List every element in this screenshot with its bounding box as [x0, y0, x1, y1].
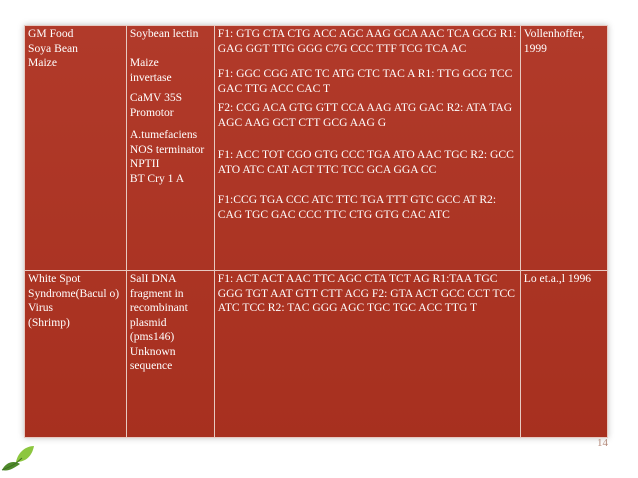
- primer-sequence: F1: ACC TOT CGO GTG CCC TGA ATO AAC TGC R2: GCC ATO ATC CAT ACT TTC TCC GCA GGA CC: [217, 148, 514, 176]
- organism-line: Soya Bean: [28, 41, 78, 55]
- organism-line: White Spot Syndrome(Bacul o) Virus: [28, 272, 120, 314]
- table-row: [25, 26, 608, 271]
- table-row: [25, 271, 608, 438]
- primer-sequence: F2: CCG ACA GTG GTT CCA AAG ATG GAC R2: ATA TAG AGC AAG GCT CTT GCG AAG G: [217, 101, 513, 129]
- primer-sequence: F1: ACT ACT AAC TTC AGC CTA TCT AG R1:TAA TGC GGG TGT AAT GTT CTT ACG F2: GTA ACT GCC CCT TCC ATC TCC R2: TAC GGG AGC TGC TGC ACC TTG T: [217, 272, 516, 314]
- target-label: Soybean lectin: [129, 27, 199, 40]
- organism-cell: [25, 271, 127, 438]
- target-label: Unknown sequence: [129, 344, 176, 372]
- reference-cell: [520, 26, 607, 271]
- primer-sequence: F1: GTG CTA CTG ACC AGC AAG GCA AAC TCA GCG R1: GAG GGT TTG GGG C7G CCC TTF TCG TCA AC: [217, 27, 517, 55]
- target-label: Maize invertase: [129, 56, 172, 84]
- target-cell: [126, 271, 214, 438]
- page-number: 14: [597, 437, 608, 449]
- organism-line: Maize: [28, 56, 57, 69]
- organism-line: (Shrimp): [28, 315, 70, 329]
- reference-text: Lo et.a.,l 1996: [523, 272, 592, 285]
- target-label: SalI DNA fragment in recombinant plasmid (pms146): [129, 272, 188, 343]
- target-cell: [126, 26, 214, 271]
- primer-sequence-cell: [214, 26, 520, 271]
- primer-table: [24, 25, 608, 438]
- target-label: BT Cry 1 A: [129, 171, 185, 185]
- target-label: A.tumefaciens NOS terminator: [129, 128, 205, 156]
- primer-sequence: F1: GGC CGG ATC TC ATG CTC TAC A R1: TTG GCG TCC GAC TTG ACC CAC T: [217, 67, 513, 95]
- organism-cell: [25, 26, 127, 271]
- reference-cell: [520, 271, 607, 438]
- target-label: NPTII: [129, 157, 160, 170]
- primer-sequence-cell: [214, 271, 520, 438]
- target-label: CaMV 35S Promotor: [129, 91, 183, 119]
- organism-line: GM Food: [28, 27, 74, 40]
- reference-text: Vollenhoffer, 1999: [523, 27, 585, 55]
- leaf-icon: [0, 440, 40, 478]
- primer-sequence: F1:CCG TGA CCC ATC TTC TGA TTT GTC GCC AT R2: CAG TGC GAC CCC TTC CTG GTG CAC ATC: [217, 193, 497, 221]
